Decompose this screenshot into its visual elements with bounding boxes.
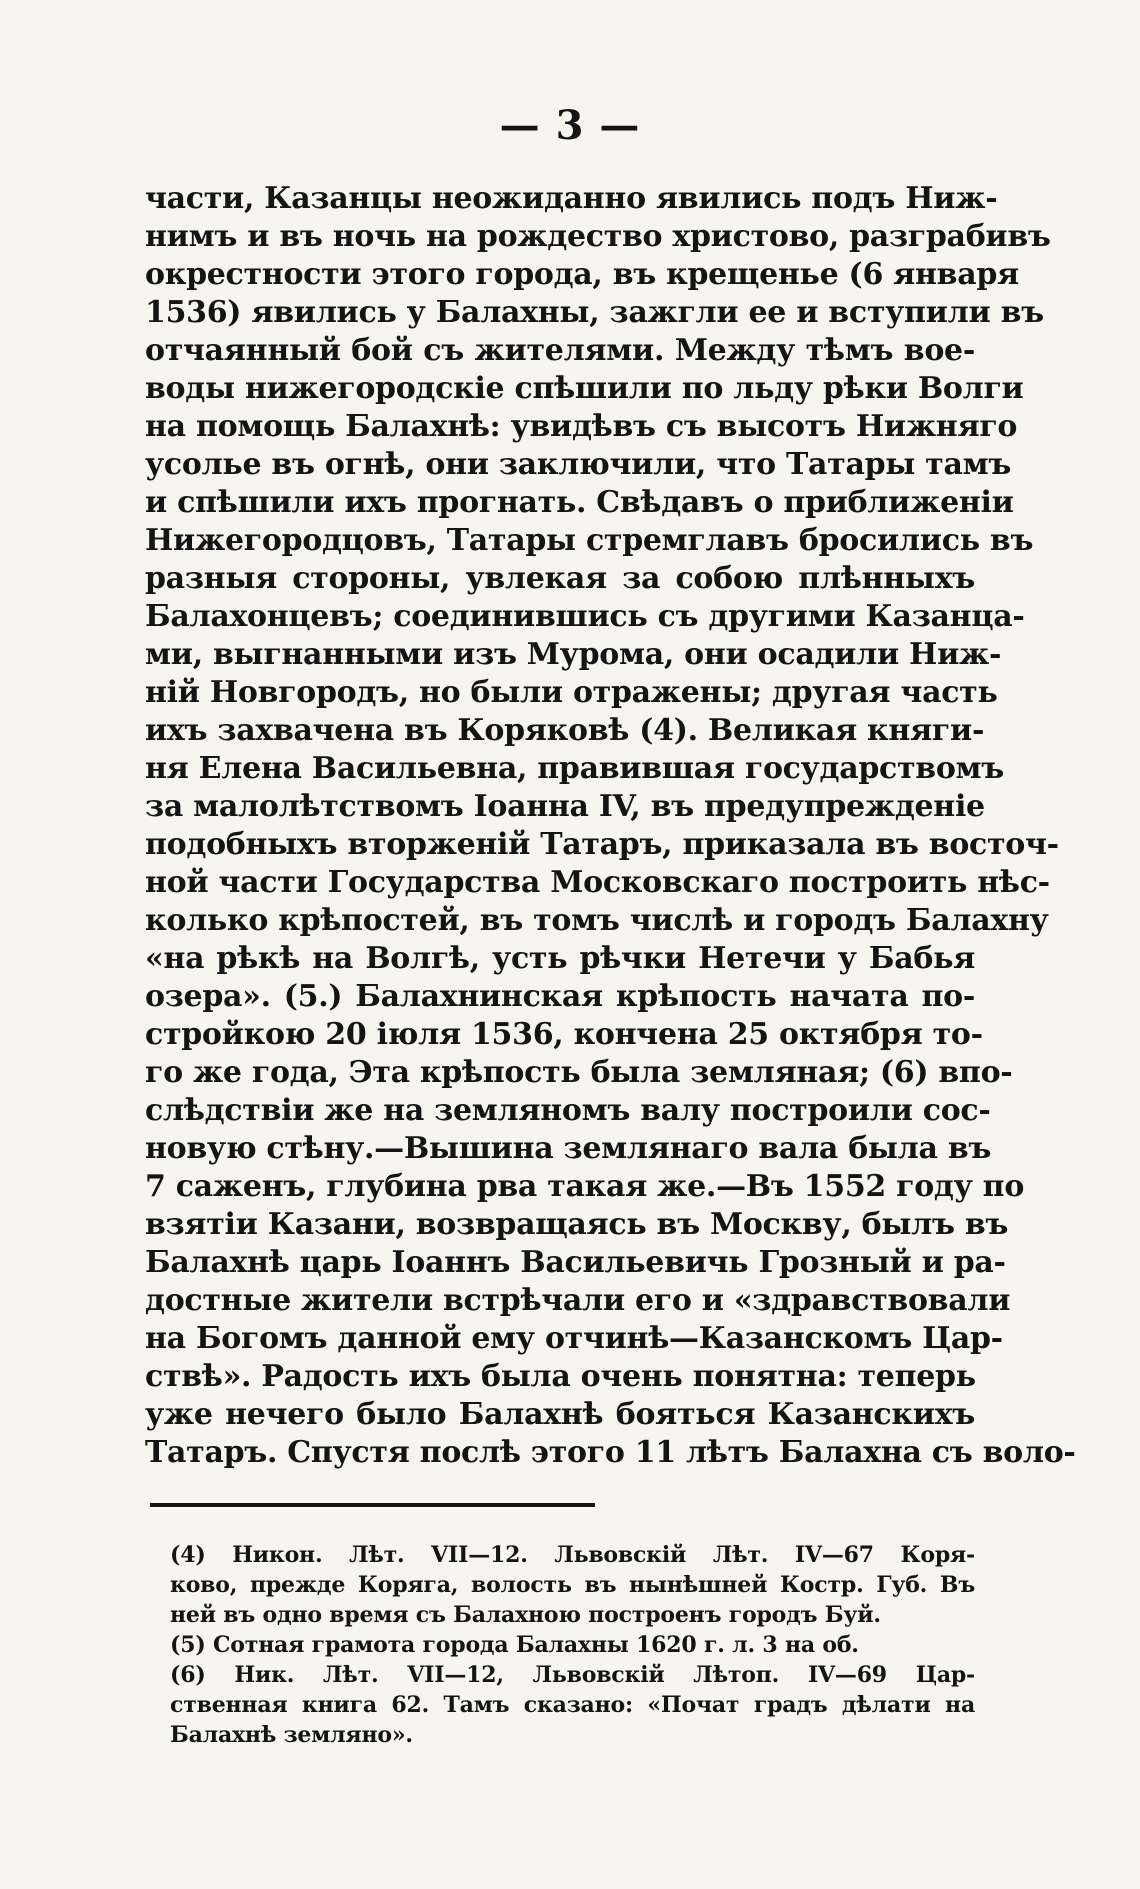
body-line-13: ми, выгнанными изъ Мурома, они осадили Ниж-: [145, 637, 1002, 672]
body-line-28: взятіи Казани, возвращаясь въ Москву, былъ въ: [145, 1207, 1009, 1242]
body-line-6: воды нижегородскіе спѣшили по льду рѣки Волги: [145, 371, 1024, 406]
footnote-line-5: (6) Ник. Лѣт. VII—12, Львовскій Лѣтоп. IV—69 Цар-: [170, 1662, 975, 1688]
body-line-1: части, Казанцы неожиданно явились подъ Ниж-: [145, 181, 998, 216]
body-line-24: го же года, Эта крѣпость была земляная; (6) впо-: [145, 1055, 1013, 1090]
body-line-14: ній Новгородъ, но были отражены; другая часть: [145, 675, 998, 710]
footnote-line-1: (4) Никон. Лѣт. VII—12. Львовскій Лѣт. IV—67 Коря-: [170, 1542, 975, 1568]
body-line-30: достные жители встрѣчали его и «здравствовали: [145, 1283, 1011, 1318]
body-line-19: ной части Государства Московскаго построить нѣс-: [145, 865, 1050, 900]
body-line-34: Татаръ. Спустя послѣ этого 11 лѣтъ Балахна съ воло-: [145, 1435, 1076, 1470]
body-line-15: ихъ захвачена въ Коряковѣ (4). Великая княги-: [145, 713, 985, 748]
body-line-18: подобныхъ вторженій Татаръ, приказала въ восточ-: [145, 827, 1059, 862]
body-line-25: слѣдствіи же на земляномъ валу построили сос-: [145, 1093, 991, 1128]
footnote-divider: [150, 1503, 595, 1507]
footnote-line-2: ково, прежде Коряга, волость въ нынѣшней Костр. Губ. Въ: [170, 1572, 975, 1598]
body-line-16: ня Елена Васильевна, правившая государствомъ: [145, 751, 1005, 786]
body-line-26: новую стѣну.—Вышина землянаго вала была въ: [145, 1131, 992, 1166]
body-line-29: Балахнѣ царь Іоаннъ Васильевичь Грозный и ра-: [145, 1245, 1006, 1280]
page-number: — 3 —: [499, 102, 641, 149]
footnotes: [170, 1540, 975, 1750]
footnote-line-3: ней въ одно время съ Балахною построенъ городъ Буй.: [170, 1602, 881, 1628]
footnote-line-4: (5) Сотная грамота города Балахны 1620 г. л. 3 на об.: [170, 1632, 859, 1658]
footnote-line-7: Балахнѣ земляно».: [170, 1722, 413, 1748]
body-line-17: за малолѣтствомъ Іоанна IV, въ предупрежденіе: [145, 789, 985, 824]
body-line-32: ствѣ». Радость ихъ была очень понятна: теперь: [145, 1359, 976, 1394]
body-text: [145, 180, 1076, 1472]
body-line-11: разныя стороны, увлекая за собою плѣнныхъ: [145, 561, 975, 596]
body-line-8: усолье въ огнѣ, они заключили, что Татары тамъ: [145, 447, 1012, 482]
body-line-23: стройкою 20 іюля 1536, кончена 25 октября то-: [145, 1017, 983, 1052]
footnote-line-6: ственная книга 62. Тамъ сказано: «Почат градъ дѣлати на: [170, 1692, 975, 1718]
body-line-33: уже нечего было Балахнѣ бояться Казанскихъ: [145, 1397, 975, 1432]
body-line-5: отчаянный бой съ жителями. Между тѣмъ вое-: [145, 333, 975, 368]
body-line-27: 7 саженъ, глубина рва такая же.—Въ 1552 году по: [145, 1169, 1025, 1204]
body-line-12: Балахонцевъ; соединившись съ другими Казанца-: [145, 599, 1025, 634]
body-line-10: Нижегородцовъ, Татары стремглавъ бросились въ: [145, 523, 1034, 558]
body-line-31: на Богомъ данной ему отчинѣ—Казанскомъ Цар-: [145, 1321, 1003, 1356]
body-line-4: 1536) явились у Балахны, зажгли ее и вступили въ: [145, 295, 1044, 330]
body-line-7: на помощь Балахнѣ: увидѣвъ съ высотъ Нижняго: [145, 409, 1018, 444]
body-line-2: нимъ и въ ночь на рождество христово, разграбивъ: [145, 219, 1051, 254]
body-line-22: озера». (5.) Балахнинская крѣпость начата по-: [145, 979, 975, 1014]
body-line-3: окрестности этого города, въ крещенье (6 января: [145, 257, 1019, 292]
body-line-20: колько крѣпостей, въ томъ числѣ и городъ Балахну: [145, 903, 1049, 938]
body-line-21: «на рѣкѣ на Волгѣ, усть рѣчки Нетечи у Бабья: [145, 941, 975, 976]
body-line-9: и спѣшили ихъ прогнать. Свѣдавъ о приближеніи: [145, 485, 1014, 520]
